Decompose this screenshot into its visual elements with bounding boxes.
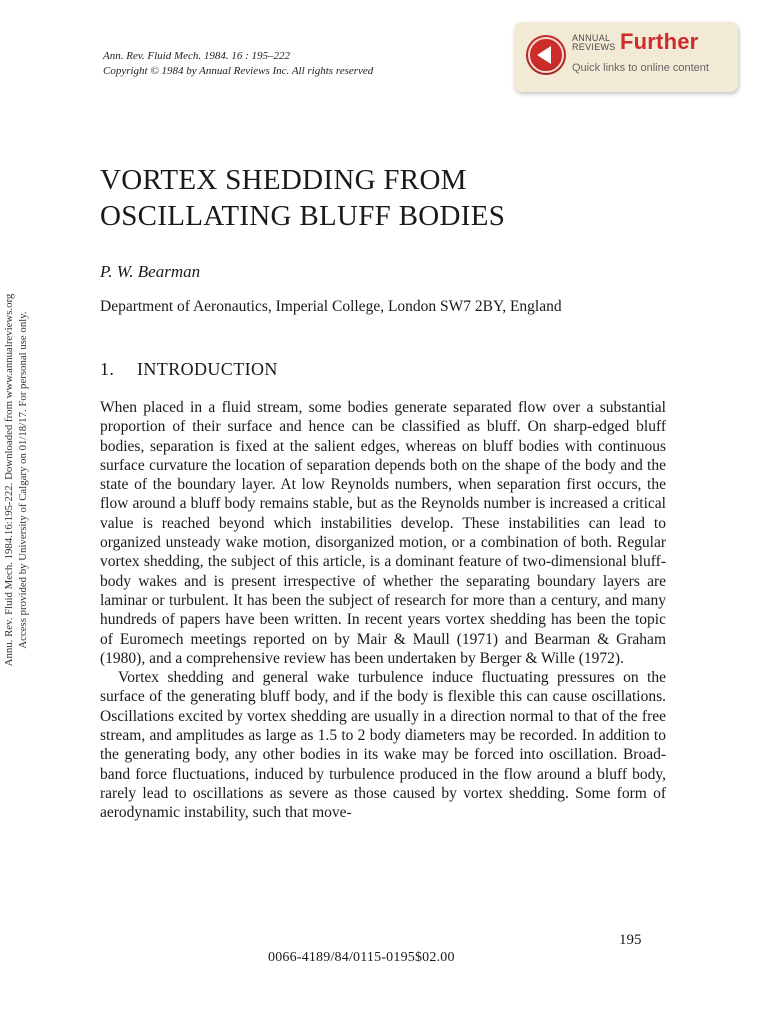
download-stamp-line-1: Annu. Rev. Fluid Mech. 1984.16:195-222. Downloaded from www.annualreviews.org [3,293,15,667]
section-title: INTRODUCTION [137,359,278,379]
further-badge[interactable] [514,22,738,92]
article-title-line-2: OSCILLATING BLUFF BODIES [100,200,506,232]
copyright-code: 0066-4189/84/0115-0195$02.00 [268,950,455,965]
journal-copyright: Copyright © 1984 by Annual Reviews Inc. All rights reserved [103,65,374,77]
author: P. W. Bearman [100,262,201,281]
journal-header [103,49,523,79]
affiliation: Department of Aeronautics, Imperial College, London SW7 2BY, England [100,298,562,315]
body-text [100,398,666,823]
badge-subtitle: Quick links to online content [572,62,709,74]
download-stamp-line-2: Access provided by University of Calgary on 01/18/17. For personal use only. [17,311,29,649]
article-title-line-1: VORTEX SHEDDING FROM [100,164,467,196]
journal-citation: Ann. Rev. Fluid Mech. 1984. 16 : 195–222 [103,50,291,62]
article-title [100,162,660,234]
play-back-icon [526,35,566,75]
download-stamp [2,250,42,710]
section-number: 1. [100,359,115,379]
paragraph: Vortex shedding and general wake turbulence induce fluctuating pressures on the surface of the generating bluff body, and if the body is flexible this can cause oscillations. Oscillations excited by vortex shedding are usually in a direction normal to that of the free stream, and amplitudes as large as 1.5 to 2 body diameters may be recorded. In addition to the generating body, any other bodies in its wake may be forced into oscillation. Broad-band force fluctuations, induced by turbulence produced in the flow around a bluff body, rarely lead to oscillations as severe as those caused by vortex shedding. Some form of aerodynamic instability, such that move- [100,669,666,822]
badge-reviews: REVIEWS [572,42,616,52]
paragraph: When placed in a fluid stream, some bodies generate separated flow over a substantial proportion of their surface and hence can be classified as bluff. On sharp-edged bluff bodies, separation is fixed at the salient edges, whereas on bluff bodies with continuous surface curvature the location of separation depends both on the shape of the body and the state of the boundary layer. At low Reynolds numbers, when separation first occurs, the flow around a bluff body remains stable, but as the Reynolds number is increased a critical value is reached beyond which instabilities develop. These instabilities can lead to organized unsteady wake motion, disorganized motion, or a combination of both. Regular vortex shedding, the subject of this article, is a dominant feature of two-dimensional bluff-body wakes and is present irrespective of whether the separating boundary layers are laminar or turbulent. It has been the subject of research for more than a century, and many hundreds of papers have been written. In recent years vortex shedding has been the topic of Euromech meetings reported on by Mair & Maull (1971) and Bearman & Graham (1980), and a comprehensive review has been undertaken by Berger & Wille (1972). [100,399,666,667]
badge-annual: ANNUAL [572,33,611,43]
badge-annual-reviews [572,34,616,52]
section-heading [100,359,278,380]
page-number: 195 [619,932,642,948]
badge-further: Further [620,29,699,54]
